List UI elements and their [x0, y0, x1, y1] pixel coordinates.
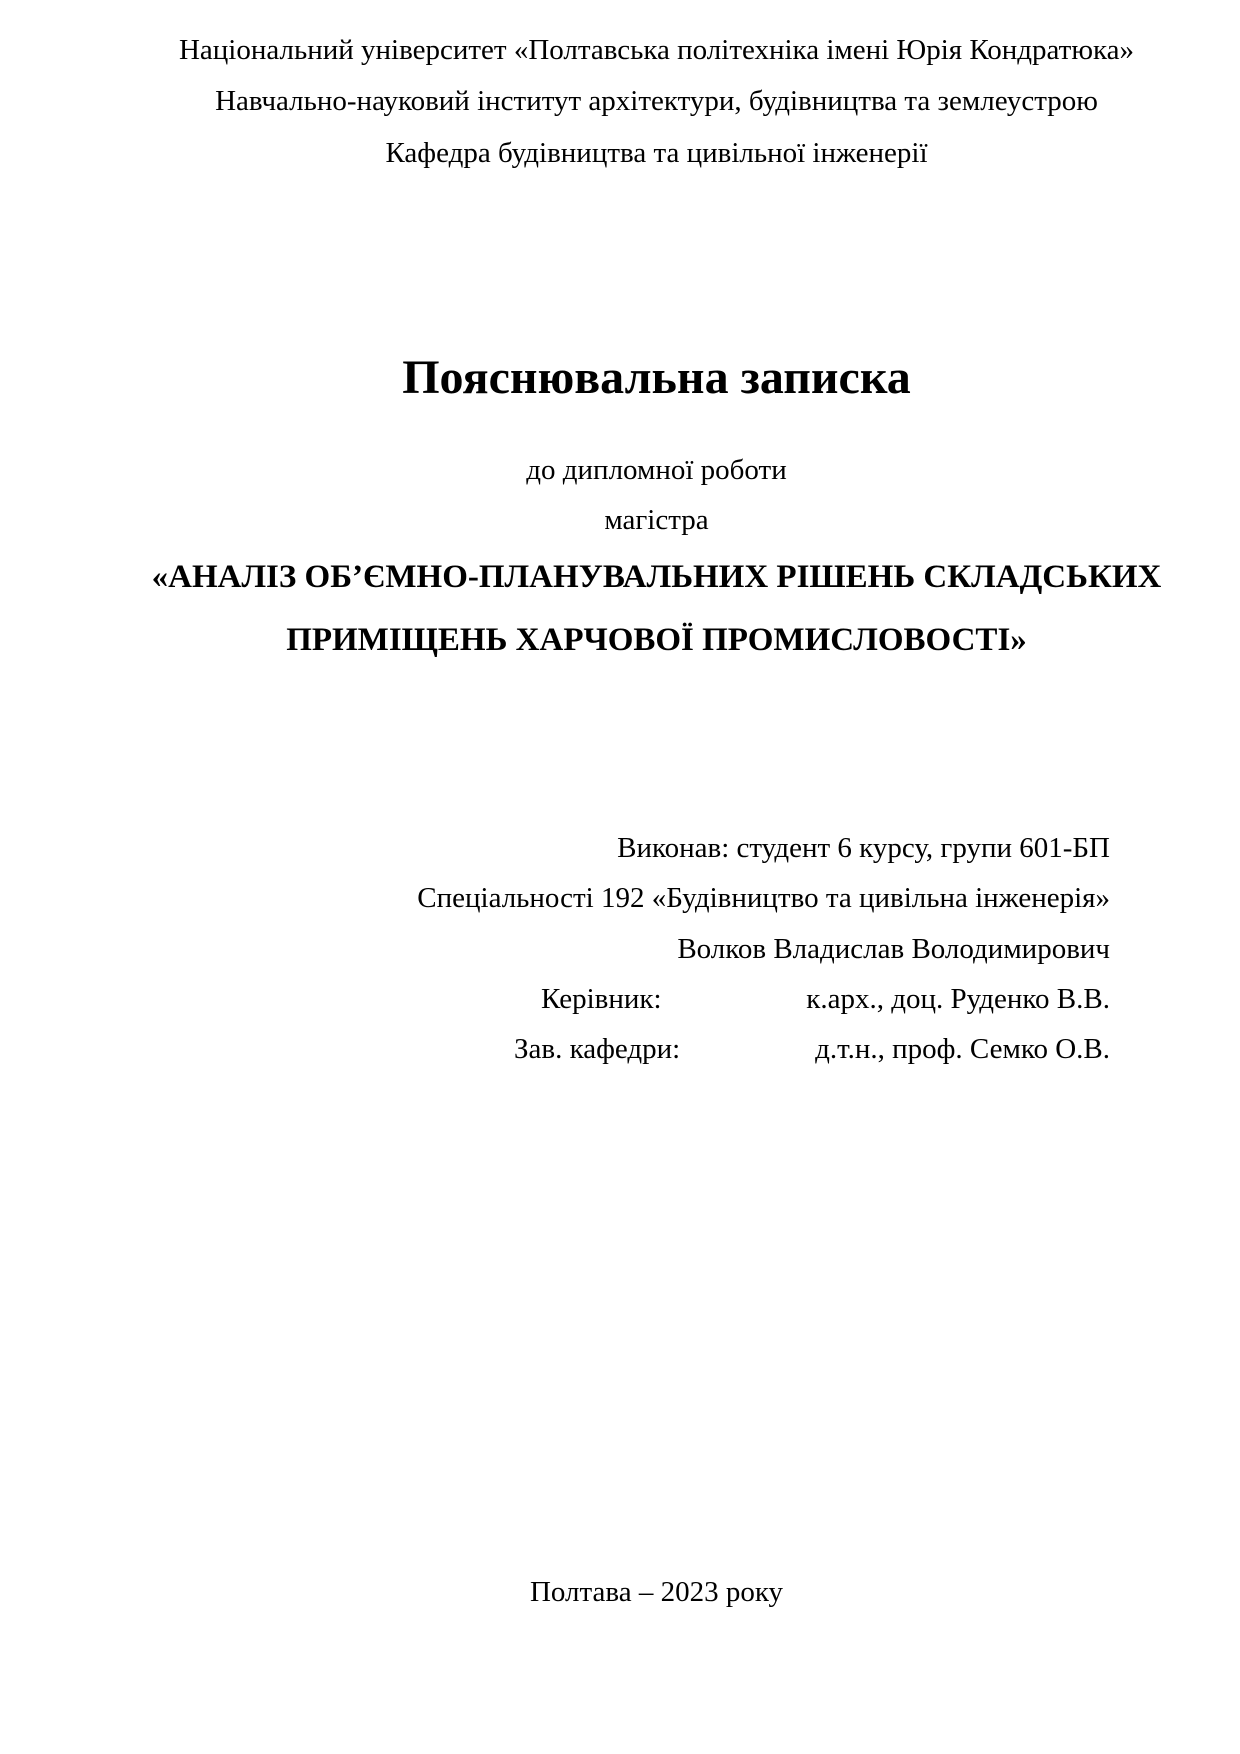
head-of-department-value: д.т.н., проф. Семко О.В.: [815, 1033, 1110, 1065]
document-subtitle-line1: до дипломної роботи: [526, 454, 787, 486]
document-title: Пояснювальна записка: [402, 351, 911, 404]
department-name: Кафедра будівництва та цивільної інженерії: [385, 137, 928, 169]
institute-name: Навчально-науковий інститут архітектури, будівництва та землеустрою: [215, 85, 1098, 117]
head-of-department-label: Зав. кафедри:: [514, 1033, 681, 1065]
thesis-title-line2: ПРИМІЩЕНЬ ХАРЧОВОЇ ПРОМИСЛОВОСТІ»: [286, 622, 1027, 658]
place-and-year: Полтава – 2023 року: [529, 1576, 784, 1608]
thesis-title-line1: «АНАЛІЗ ОБ’ЄМНО-ПЛАНУВАЛЬНИХ РІШЕНЬ СКЛАДСЬКИХ: [151, 559, 1162, 595]
student-name: Волков Владислав Володимирович: [677, 933, 1110, 965]
performed-by: Виконав: студент 6 курсу, групи 601-БП: [617, 832, 1110, 864]
document-subtitle-line2: магістра: [604, 504, 709, 536]
supervisor-value: к.арх., доц. Руденко В.В.: [806, 983, 1110, 1015]
specialty: Спеціальності 192 «Будівництво та цивільна інженерія»: [417, 882, 1110, 914]
university-name: Національний університет «Полтавська політехніка імені Юрія Кондратюка»: [178, 34, 1135, 66]
supervisor-label: Керівник:: [541, 983, 662, 1015]
